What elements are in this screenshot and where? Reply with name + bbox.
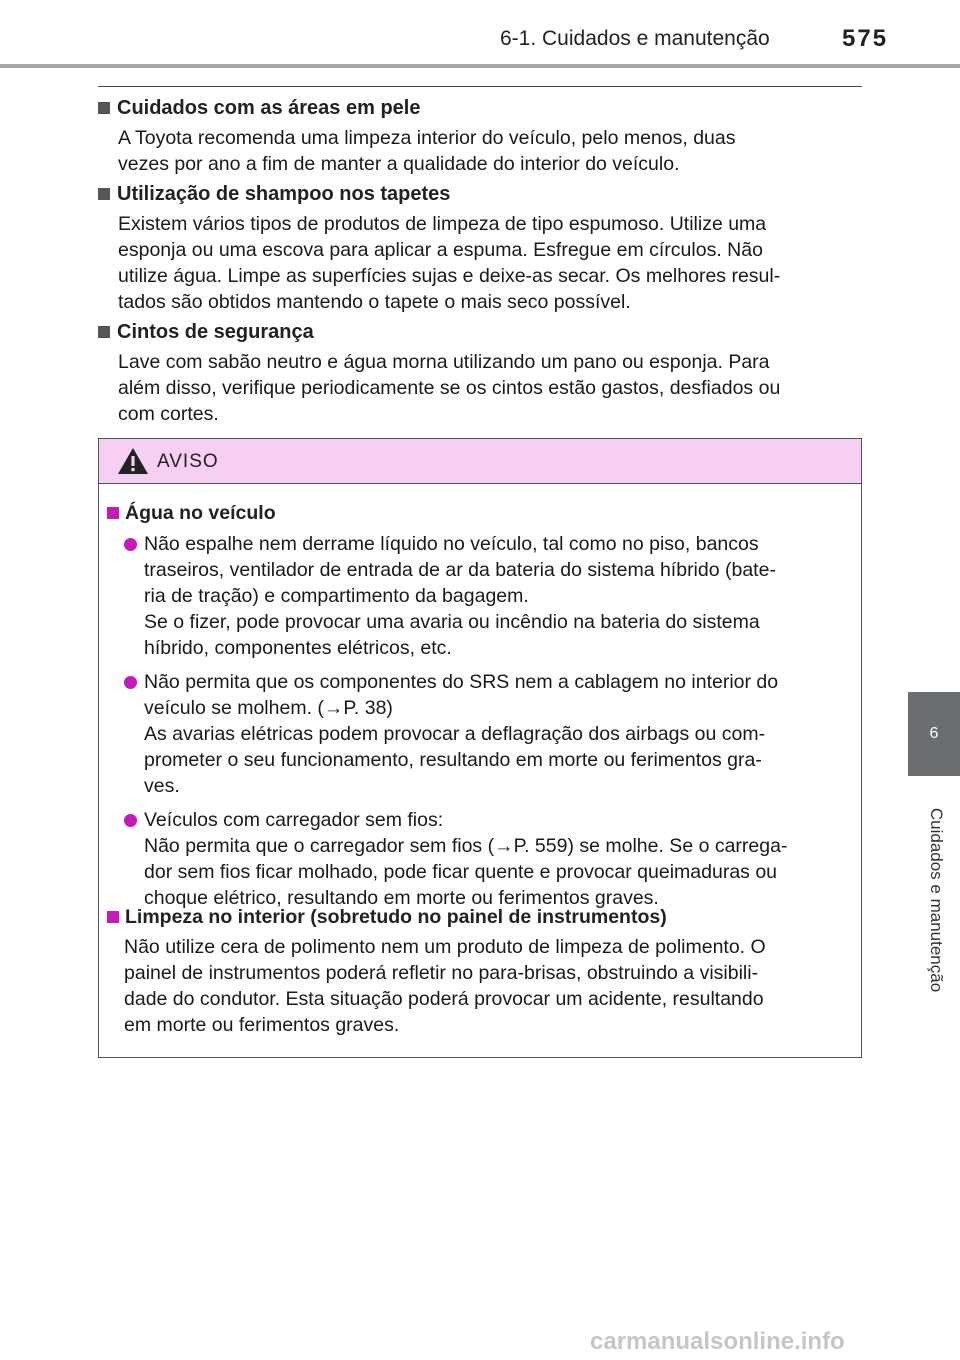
text-line: com cortes. bbox=[118, 403, 219, 425]
square-bullet-icon bbox=[107, 507, 119, 519]
text-line: veículo se molhem. (→P. 38) bbox=[144, 697, 393, 719]
chapter-tab: 6 bbox=[908, 692, 960, 776]
text-line: dade do condutor. Esta situação poderá provocar um acidente, resultando bbox=[124, 988, 764, 1010]
text-line: Se o fizer, pode provocar uma avaria ou incêndio na bateria do sistema bbox=[144, 611, 760, 633]
section-heading bbox=[98, 182, 858, 206]
warning-header bbox=[99, 439, 861, 484]
running-header-title: 6-1. Cuidados e manutenção bbox=[500, 27, 770, 50]
section-body bbox=[118, 125, 858, 177]
warning-box bbox=[98, 438, 862, 1058]
text-line: Não permita que o carregador sem fios (→P. 559) se molhe. Se o carrega- bbox=[144, 835, 788, 857]
page-number: 575 bbox=[842, 25, 889, 52]
text-line: dor sem fios ficar molhado, pode ficar quente e provocar queimaduras ou bbox=[144, 861, 778, 883]
text-line: Não permita que os componentes do SRS nem a cablagem no interior do bbox=[144, 671, 779, 693]
text-line: utilize água. Limpe as superfícies sujas e deixe-as secar. Os melhores resul- bbox=[118, 265, 781, 287]
text-line: A Toyota recomenda uma limpeza interior do veículo, pelo menos, duas bbox=[118, 127, 736, 149]
section-title: Cintos de segurança bbox=[117, 321, 314, 343]
text-line: híbrido, componentes elétricos, etc. bbox=[144, 637, 452, 659]
text-line: vezes por ano a fim de manter a qualidade do interior do veículo. bbox=[118, 153, 680, 175]
section-carpet-shampoo bbox=[98, 182, 858, 315]
text-line: painel de instrumentos poderá refletir no para-brisas, obstruindo a visibili- bbox=[124, 962, 759, 984]
header-rule bbox=[0, 64, 960, 68]
square-bullet-icon bbox=[98, 326, 110, 338]
text-line: Existem vários tipos de produtos de limpeza de tipo espumoso. Utilize uma bbox=[118, 213, 767, 235]
text-line: ria de tração) e compartimento da bagagem. bbox=[144, 585, 529, 607]
text-line: Lave com sabão neutro e água morna utilizando um pano ou esponja. Para bbox=[118, 351, 770, 373]
round-bullet-icon bbox=[124, 676, 137, 689]
text-line: tados são obtidos mantendo o tapete o mais seco possível. bbox=[118, 291, 631, 313]
section-title: Cuidados com as áreas em pele bbox=[117, 97, 421, 119]
warning-subsection-interior-cleaning bbox=[107, 905, 855, 1038]
text-line: prometer o seu funcionamento, resultando em morte ou ferimentos gra- bbox=[144, 749, 762, 771]
section-title: Utilização de shampoo nos tapetes bbox=[117, 183, 451, 205]
text-line: esponja ou uma escova para aplicar a espuma. Esfregue em círculos. Não bbox=[118, 239, 763, 261]
square-bullet-icon bbox=[107, 911, 119, 923]
content-top-rule bbox=[98, 86, 862, 87]
warning-label: AVISO bbox=[157, 451, 219, 472]
warning-subsection-heading bbox=[107, 905, 855, 929]
square-bullet-icon bbox=[98, 102, 110, 114]
section-body bbox=[118, 349, 858, 427]
warning-bullet-item bbox=[107, 669, 855, 799]
warning-subsection-title: Água no veículo bbox=[125, 502, 276, 524]
section-heading bbox=[98, 96, 858, 120]
warning-subsection-body bbox=[124, 934, 855, 1038]
round-bullet-icon bbox=[124, 538, 137, 551]
text-line: Não utilize cera de polimento nem um produto de limpeza de polimento. O bbox=[124, 936, 766, 958]
section-leather-care bbox=[98, 96, 858, 177]
watermark: carmanualsonline.info bbox=[590, 1328, 845, 1355]
warning-bullet-item bbox=[107, 531, 855, 661]
warning-triangle-icon bbox=[117, 447, 149, 475]
text-line: traseiros, ventilador de entrada de ar da bateria do sistema híbrido (bate- bbox=[144, 559, 776, 581]
chapter-side-label: Cuidados e manutenção bbox=[927, 807, 946, 993]
warning-subsection-water bbox=[107, 501, 855, 911]
square-bullet-icon bbox=[98, 188, 110, 200]
warning-subsection-title: Limpeza no interior (sobretudo no painel de instrumentos) bbox=[125, 906, 667, 928]
warning-subsection-heading bbox=[107, 501, 855, 525]
warning-bullet-item bbox=[107, 807, 855, 911]
text-line: ves. bbox=[144, 775, 180, 797]
round-bullet-icon bbox=[124, 814, 137, 827]
text-line: Não espalhe nem derrame líquido no veículo, tal como no piso, bancos bbox=[144, 533, 759, 555]
text-line: As avarias elétricas podem provocar a deflagração dos airbags ou com- bbox=[144, 723, 766, 745]
section-body bbox=[118, 211, 858, 315]
text-line: além disso, verifique periodicamente se os cintos estão gastos, desfiados ou bbox=[118, 377, 781, 399]
text-line: choque elétrico, resultando em morte ou ferimentos graves. bbox=[144, 887, 659, 909]
section-heading bbox=[98, 320, 858, 344]
text-line: Veículos com carregador sem fios: bbox=[144, 809, 444, 831]
section-seat-belts bbox=[98, 320, 858, 427]
text-line: em morte ou ferimentos graves. bbox=[124, 1014, 400, 1036]
